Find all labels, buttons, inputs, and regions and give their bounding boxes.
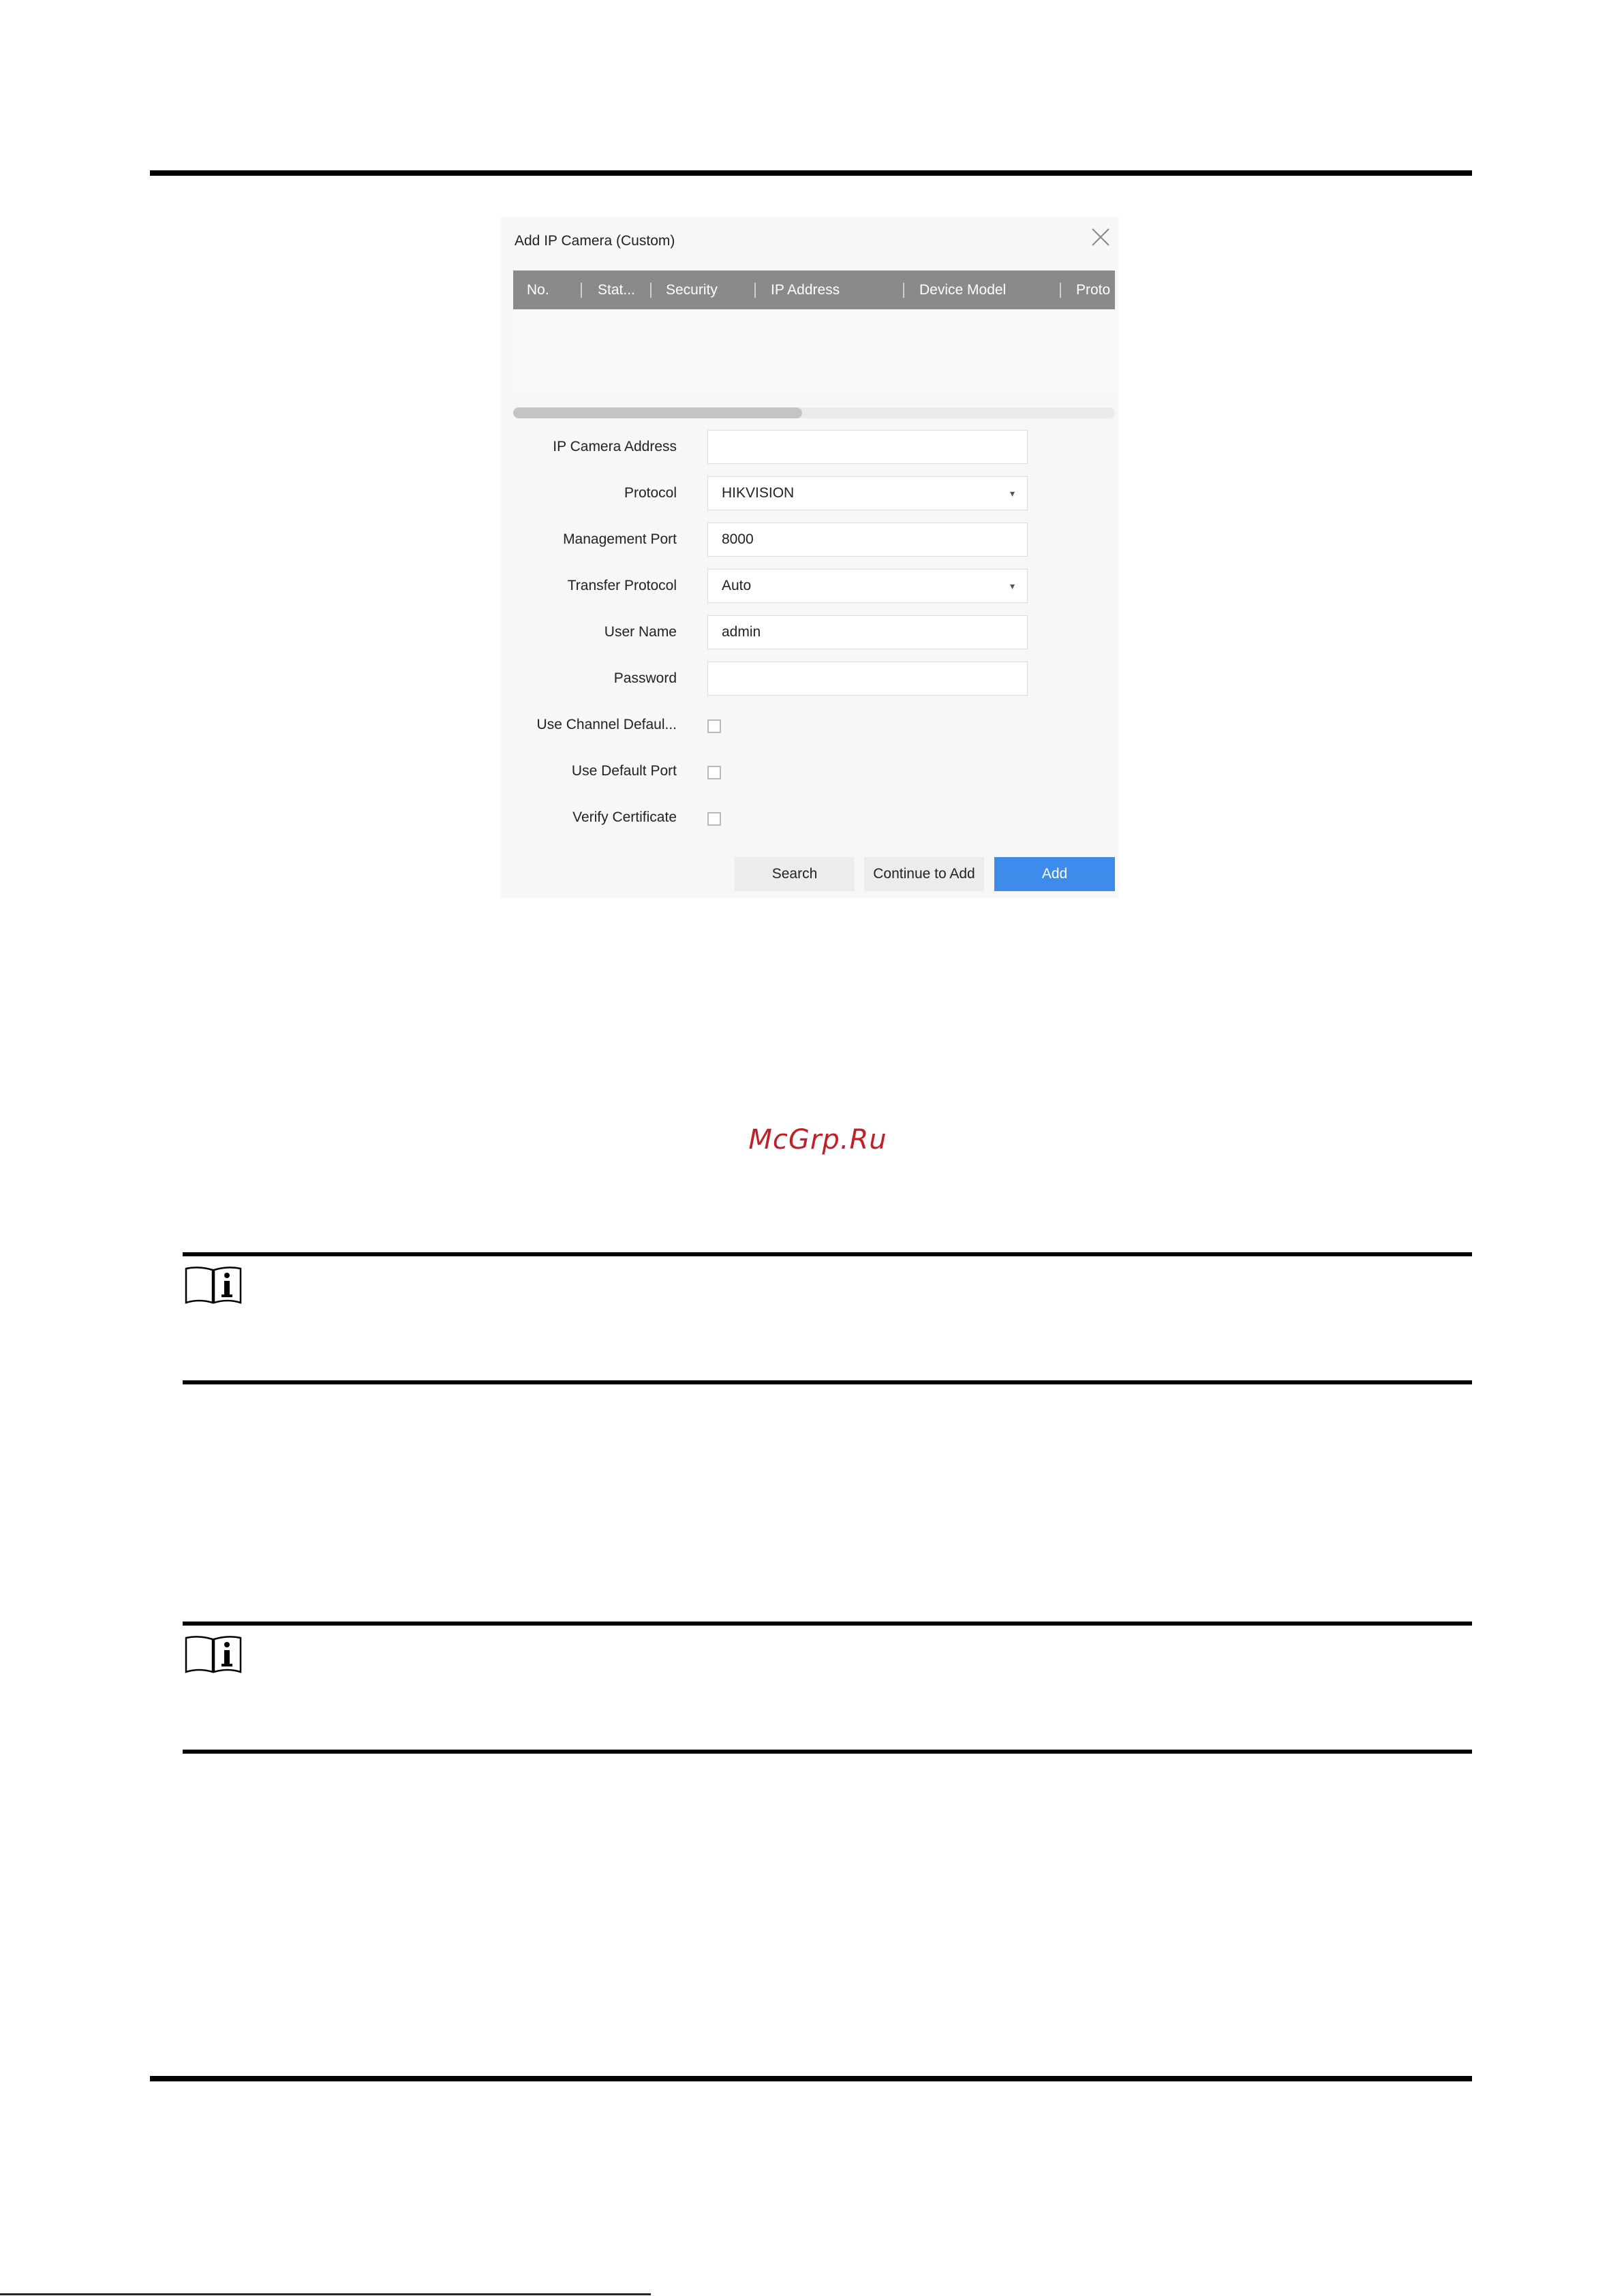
use-default-port-label: Use Default Port [571, 763, 677, 779]
user-name-input[interactable]: admin [707, 615, 1028, 649]
protocol-value: HIKVISION [722, 485, 795, 501]
ip-camera-address-label: IP Camera Address [553, 439, 677, 454]
note-bottom-rule [183, 1750, 1472, 1754]
password-label: Password [613, 670, 677, 686]
chevron-down-icon: ▾ [1009, 488, 1015, 499]
column-status[interactable]: Stat... [598, 282, 635, 298]
use-channel-default-checkbox[interactable] [707, 719, 721, 733]
book-info-icon [184, 1635, 243, 1675]
management-port-input[interactable]: 8000 [707, 523, 1028, 557]
use-channel-default-label: Use Channel Defaul... [536, 717, 677, 732]
book-info-icon [184, 1266, 243, 1305]
column-separator [650, 283, 652, 298]
transfer-protocol-label: Transfer Protocol [567, 578, 677, 593]
note-top-rule [183, 1252, 1472, 1256]
column-separator [581, 283, 582, 298]
device-table-body [513, 309, 1115, 391]
watermark: McGrp.Ru [748, 1124, 887, 1155]
note-bottom-rule [183, 1380, 1472, 1384]
column-separator [903, 283, 904, 298]
add-ip-camera-dialog [501, 217, 1118, 898]
search-button[interactable]: Search [735, 857, 855, 891]
column-separator [1060, 283, 1061, 298]
close-icon[interactable] [1086, 222, 1116, 252]
transfer-protocol-value: Auto [722, 578, 752, 593]
password-input[interactable] [707, 662, 1028, 696]
management-port-label: Management Port [563, 531, 677, 547]
footer-rule [150, 2076, 1472, 2081]
note-top-rule [183, 1622, 1472, 1626]
use-default-port-checkbox[interactable] [707, 766, 721, 779]
horizontal-scrollbar[interactable] [513, 407, 1115, 418]
column-ip-address[interactable]: IP Address [771, 282, 840, 298]
continue-to-add-button[interactable]: Continue to Add [864, 857, 984, 891]
column-no[interactable]: No. [527, 282, 549, 298]
device-table-header [513, 270, 1115, 309]
scrollbar-thumb[interactable] [513, 407, 802, 418]
column-security[interactable]: Security [666, 282, 718, 298]
transfer-protocol-select[interactable] [707, 569, 1028, 603]
chevron-down-icon: ▾ [1009, 580, 1015, 591]
ip-camera-address-input[interactable] [707, 430, 1028, 464]
column-device-model[interactable]: Device Model [919, 282, 1007, 298]
column-separator [754, 283, 756, 298]
header-rule [150, 170, 1472, 176]
verify-certificate-label: Verify Certificate [572, 809, 677, 825]
dialog-title: Add IP Camera (Custom) [515, 233, 675, 249]
add-button[interactable]: Add [994, 857, 1115, 891]
protocol-select[interactable] [707, 476, 1028, 510]
column-protocol[interactable]: Proto [1076, 282, 1111, 298]
protocol-label: Protocol [624, 485, 677, 501]
bottom-edge-line [0, 2293, 651, 2295]
user-name-label: User Name [604, 624, 677, 640]
verify-certificate-checkbox[interactable] [707, 812, 721, 826]
